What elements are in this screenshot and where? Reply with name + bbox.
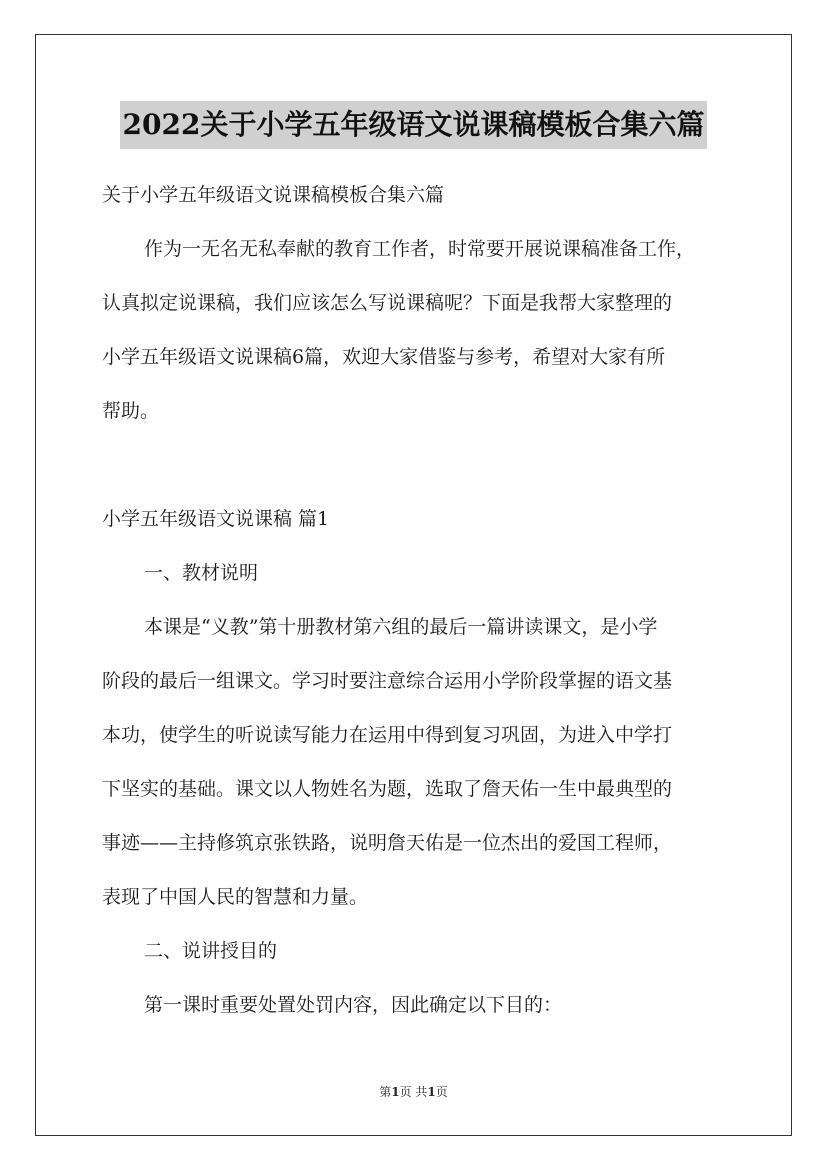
part1-line-2: 阶段的最后一组课文。学习时要注意综合运用小学阶段掌握的语文基: [102, 670, 673, 692]
footer-mid: 页 共: [399, 1085, 428, 1099]
section-heading: 小学五年级语文说课稿 篇1: [102, 508, 330, 530]
part1-line-5: 事迹——主持修筑京张铁路，说明詹天佑是一位杰出的爱国工程师，: [102, 832, 673, 854]
footer-suffix: 页: [435, 1085, 448, 1099]
part1-line-4: 下坚实的基础。课文以人物姓名为题，选取了詹天佑一生中最典型的: [102, 778, 673, 800]
intro-line-3: 小学五年级语文说课稿6篇，欢迎大家借鉴与参考，希望对大家有所: [102, 346, 666, 368]
intro-line-2: 认真拟定说课稿，我们应该怎么写说课稿呢？下面是我帮大家整理的: [102, 292, 673, 314]
footer-page-total: 1: [427, 1085, 436, 1099]
footer-prefix: 第: [379, 1085, 392, 1099]
intro-line-4: 帮助。: [102, 400, 160, 422]
part2-heading: 二、说讲授目的: [144, 940, 278, 962]
document-title: 2022关于小学五年级语文说课稿模板合集六篇: [120, 101, 708, 149]
part1-heading: 一、教材说明: [144, 562, 259, 584]
part1-line-3: 本功，使学生的听说读写能力在运用中得到复习巩固，为进入中学打: [102, 724, 673, 746]
page-footer: [0, 1084, 827, 1100]
part2-line-1: 第一课时重要处置处罚内容，因此确定以下目的：: [144, 994, 563, 1016]
document-subtitle: 关于小学五年级语文说课稿模板合集六篇: [102, 184, 445, 206]
part1-line-1: 本课是“义教”第十册教材第六组的最后一篇讲读课文，是小学: [144, 616, 658, 638]
title-wrap: [0, 101, 827, 149]
intro-line-1: 作为一无名无私奉献的教育工作者，时常要开展说课稿准备工作，: [144, 238, 696, 260]
part1-line-6: 表现了中国人民的智慧和力量。: [102, 886, 369, 908]
footer-page-current: 1: [391, 1085, 400, 1099]
